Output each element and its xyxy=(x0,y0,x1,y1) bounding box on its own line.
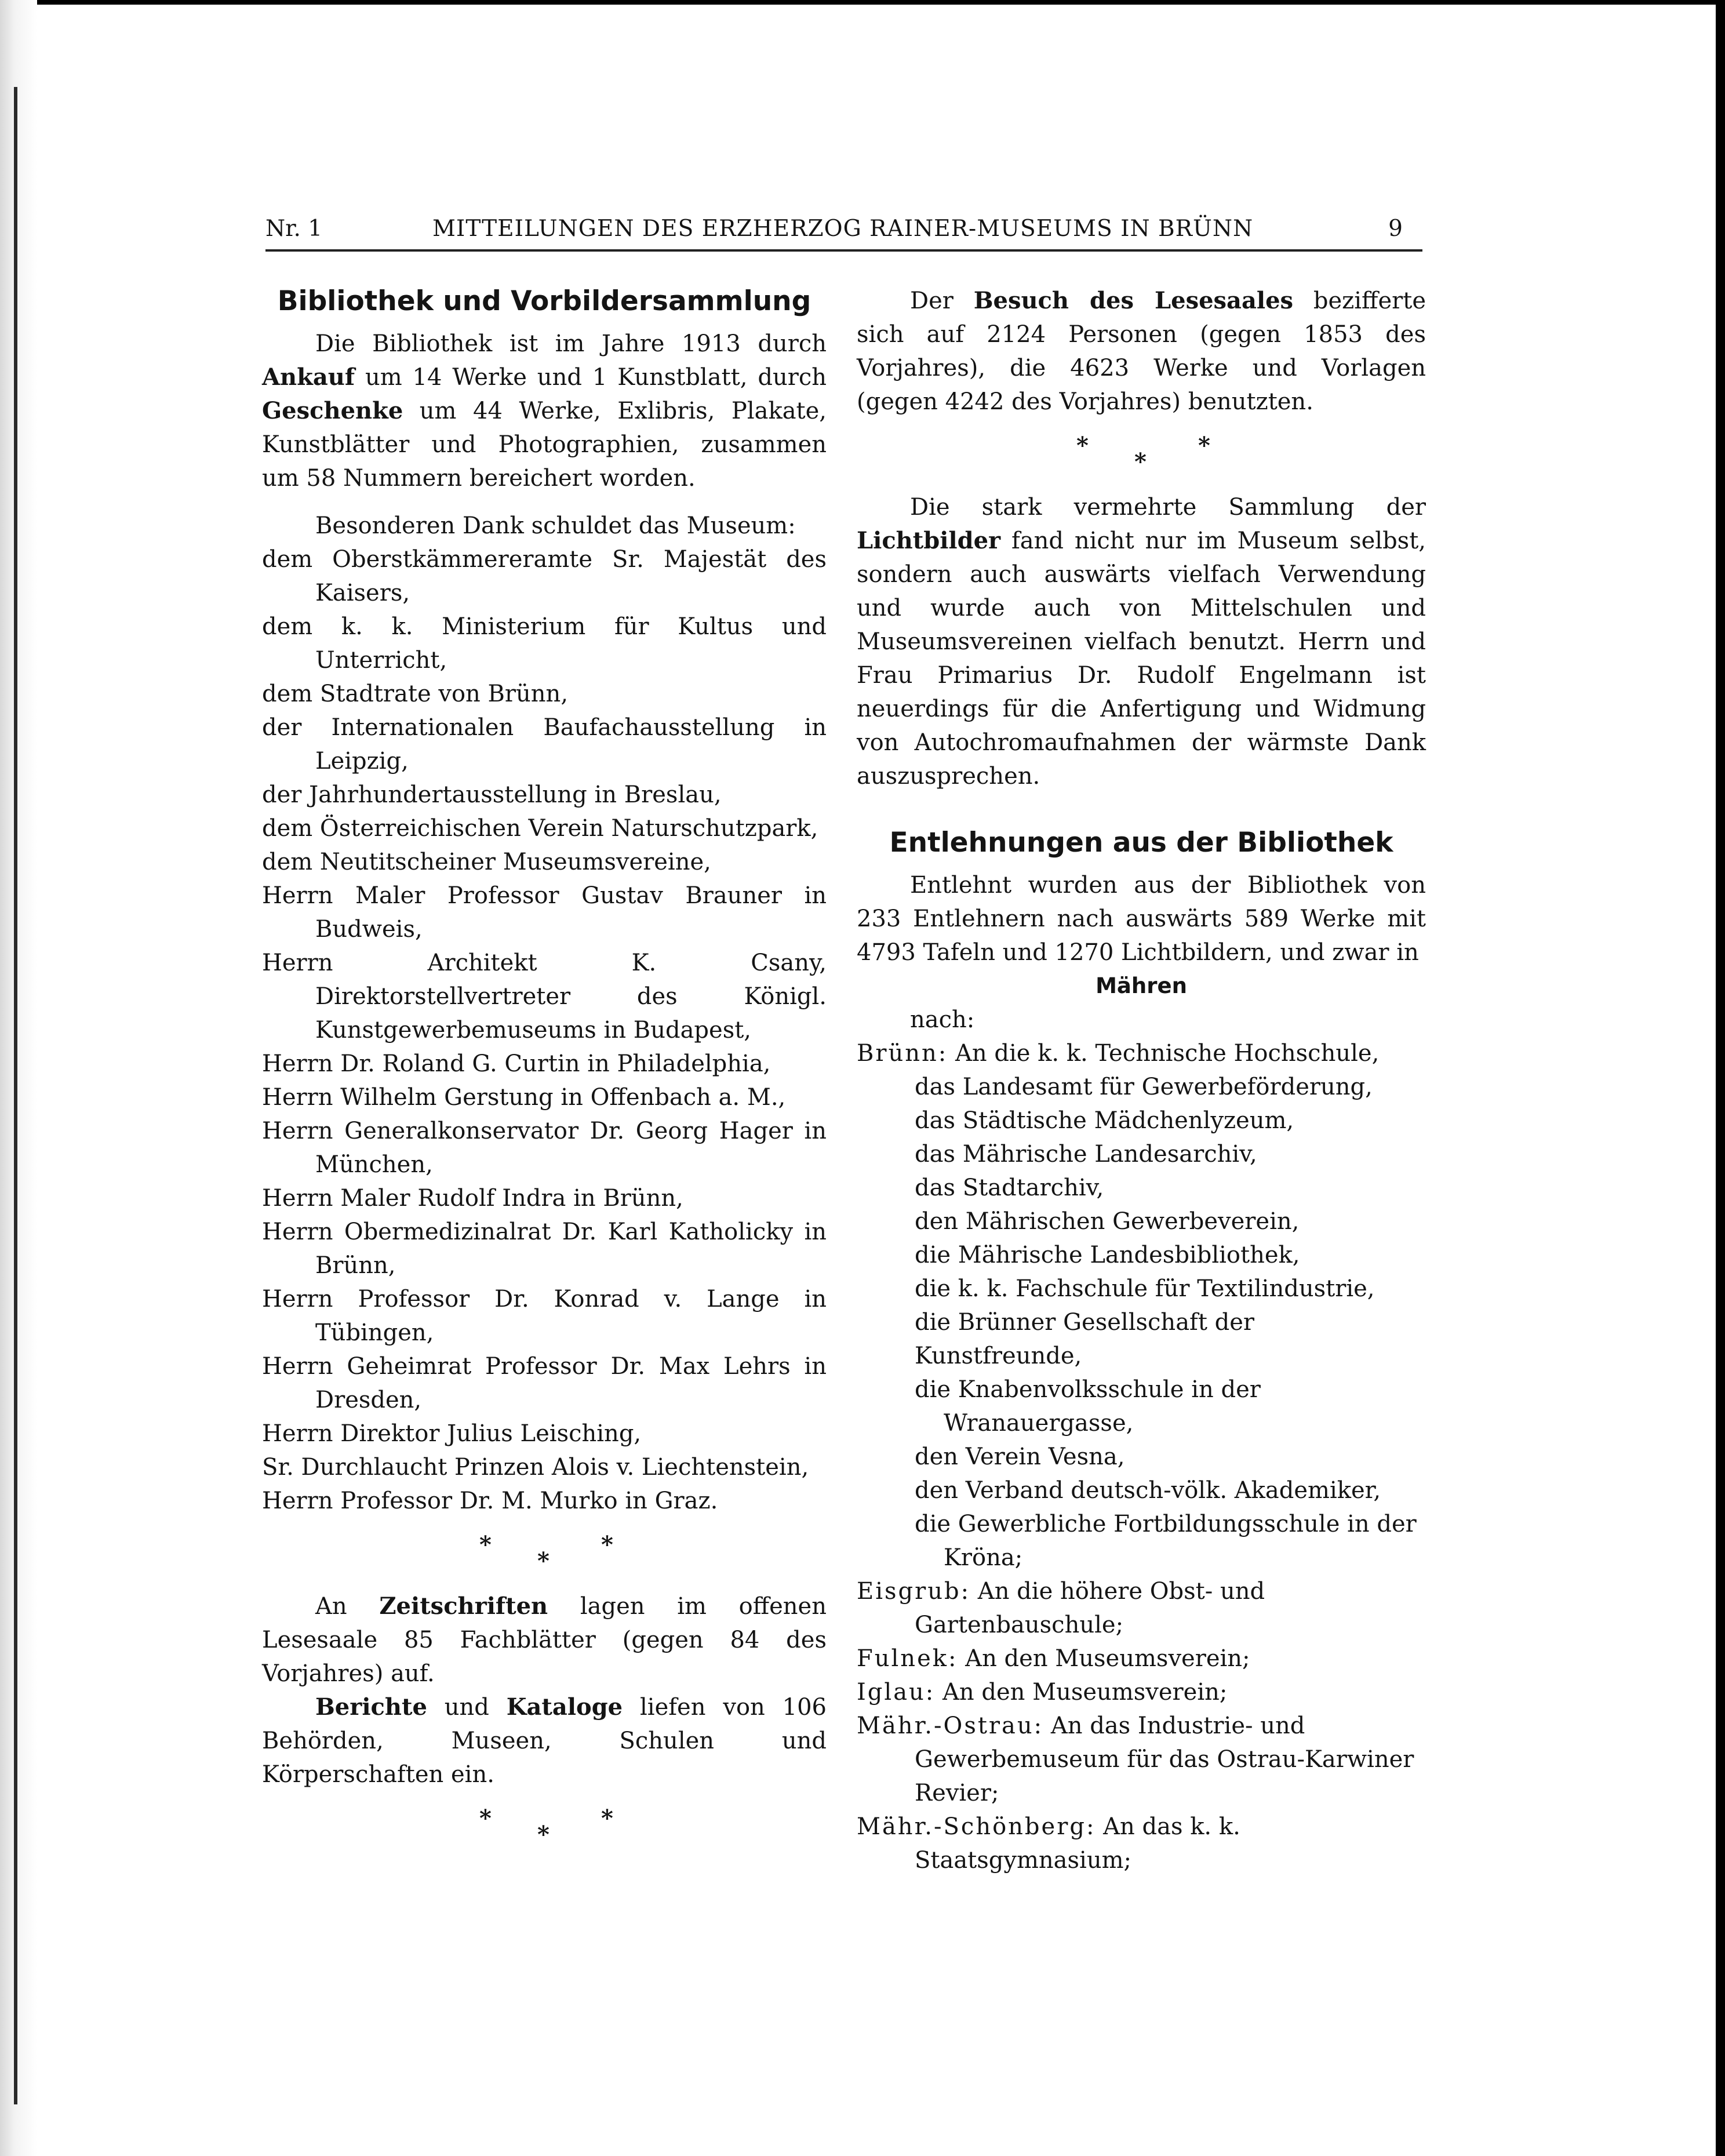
list-item: die Knabenvolksschule in der Wranauergasse, xyxy=(915,1376,1261,1437)
text: bezifferte sich auf 2124 Personen (gegen 1853 des Vorjahres), die 4623 Werke und Vorlagen (gegen 4242 des Vorjahres) benutzten. xyxy=(857,288,1426,415)
list-item xyxy=(857,1675,1426,1709)
besuch-paragraph xyxy=(857,284,1426,419)
list-item: Herrn Obermedizinalrat Dr. Karl Katholicky in Brünn, xyxy=(262,1219,827,1279)
bruenn-list xyxy=(857,1037,1426,1070)
list-item: die Mährische Landesbibliothek, xyxy=(915,1242,1300,1268)
text: An den Museumsverein; xyxy=(958,1645,1250,1672)
intro-text-3: um 44 Werke, Exlibris, Plakate, Kunstblätter und Photographien, zusammen um 58 Nummern bereichert worden. xyxy=(262,398,827,492)
list-item xyxy=(857,1642,1426,1675)
list-item: das Landesamt für Gewerbeförderung, xyxy=(915,1074,1373,1100)
binding-line xyxy=(14,87,17,2104)
star-glyph: * xyxy=(537,1547,549,1575)
list-item: Herrn Dr. Roland G. Curtin in Philadelphia, xyxy=(262,1050,771,1077)
list-item: dem Österreichischen Verein Naturschutzpark, xyxy=(262,815,818,842)
list-item xyxy=(857,1709,1426,1810)
zeitschriften-term: Zeitschriften xyxy=(379,1593,548,1620)
issue-number: Nr. 1 xyxy=(265,216,323,242)
list-item: den Verband deutsch-völk. Akademiker, xyxy=(915,1477,1381,1504)
star-glyph: * xyxy=(479,1531,492,1558)
place-label: Brünn: xyxy=(857,1040,948,1067)
places-list xyxy=(857,1575,1426,1877)
text: An das Industrie- und Gewerbemuseum für das Ostrau-Karwiner Revier; xyxy=(915,1713,1414,1806)
thanks-list xyxy=(262,543,827,1518)
lichtbilder-paragraph xyxy=(857,490,1426,793)
list-item: Herrn Direktor Julius Leisching, xyxy=(262,1420,642,1447)
page-gutter xyxy=(0,0,37,2156)
bruenn-institutions xyxy=(857,1070,1426,1575)
star-glyph: * xyxy=(1076,432,1089,459)
text: lagen im offenen Lesesaale 85 Fachblätter (gegen 84 des Vorjahres) auf. xyxy=(262,1593,827,1687)
list-item: die Brünner Gesellschaft der Kunstfreunde, xyxy=(915,1309,1255,1369)
place-label: Eisgrub: xyxy=(857,1578,971,1605)
journal-title: MITTEILUNGEN DES ERZHERZOG RAINER-MUSEUMS IN BRÜNN xyxy=(432,216,1254,242)
list-item: der Internationalen Baufachausstellung in Leipzig, xyxy=(262,714,827,775)
header-rule xyxy=(265,249,1422,252)
list-item: der Jahrhundertausstellung in Breslau, xyxy=(262,781,722,808)
thanks-intro: Besonderen Dank schuldet das Museum: xyxy=(315,512,796,539)
list-item: dem Neutitscheiner Museumsvereine, xyxy=(262,849,711,875)
list-item xyxy=(857,1810,1426,1877)
geschenke-term: Geschenke xyxy=(262,397,403,424)
intro-paragraph xyxy=(262,327,827,495)
text: An die höhere Obst- und Gartenbauschule; xyxy=(915,1578,1265,1638)
place-label: Iglau: xyxy=(857,1679,936,1706)
section-heading-bibliothek: Bibliothek und Vorbildersammlung xyxy=(277,285,811,317)
star-glyph: * xyxy=(1198,432,1210,459)
star-glyph: * xyxy=(479,1805,492,1832)
ankauf-term: Ankauf xyxy=(262,363,355,391)
kataloge-term: Kataloge xyxy=(506,1693,623,1721)
star-glyph: * xyxy=(601,1531,613,1558)
list-item: dem Oberstkämmereramte Sr. Majestät des Kaisers, xyxy=(262,546,827,606)
page-number: 9 xyxy=(1388,216,1403,242)
list-item: dem Stadtrate von Brünn, xyxy=(262,681,569,707)
berichte-paragraph xyxy=(262,1690,827,1791)
text: An das k. k. Staatsgymnasium; xyxy=(915,1813,1240,1874)
list-item: Herrn Wilhelm Gerstung in Offenbach a. M., xyxy=(262,1084,786,1111)
right-column xyxy=(857,278,1426,1877)
place-label: Fulnek: xyxy=(857,1645,958,1672)
star-glyph: * xyxy=(601,1805,613,1832)
text: An den Museumsverein; xyxy=(935,1679,1228,1706)
list-item: Herrn Maler Rudolf Indra in Brünn, xyxy=(262,1185,683,1212)
list-item: Sr. Durchlaucht Prinzen Alois v. Liechtenstein, xyxy=(262,1454,809,1481)
text: Der xyxy=(910,288,974,314)
running-header xyxy=(265,216,1422,249)
list-item: den Mährischen Gewerbeverein, xyxy=(915,1208,1300,1235)
zeitschriften-paragraph xyxy=(262,1590,827,1690)
place-label: Mähr.-Ostrau: xyxy=(857,1713,1044,1739)
nach-label: nach: xyxy=(910,1006,975,1033)
place-label: Mähr.-Schönberg: xyxy=(857,1813,1096,1840)
intro-text-1: Die Bibliothek ist im Jahre 1913 durch xyxy=(315,330,827,357)
besuch-term: Besuch des Lesesaales xyxy=(973,287,1294,314)
list-item xyxy=(857,1037,1426,1070)
text: An die k. k. Technische Hochschule, xyxy=(955,1040,1380,1067)
list-item: das Städtische Mädchenlyzeum, xyxy=(915,1107,1294,1134)
list-item: den Verein Vesna, xyxy=(915,1444,1125,1470)
text: liefen von 106 Behörden, Museen, Schulen und Körperschaften ein. xyxy=(262,1694,827,1788)
list-item: Herrn Professor Dr. M. Murko in Graz. xyxy=(262,1488,718,1514)
scan-border-right xyxy=(1716,0,1725,2156)
section-divider xyxy=(857,429,1426,480)
section-divider xyxy=(262,1802,827,1853)
text: und xyxy=(427,1694,507,1721)
lichtbilder-term: Lichtbilder xyxy=(857,527,1001,554)
intro-text-2: um 14 Werke und 1 Kunstblatt, durch xyxy=(355,364,827,391)
list-item: Herrn Professor Dr. Konrad v. Lange in Tübingen, xyxy=(262,1286,827,1346)
star-glyph: * xyxy=(1134,448,1147,475)
list-item xyxy=(857,1575,1426,1642)
list-item: Herrn Generalkonservator Dr. Georg Hager in München, xyxy=(262,1118,827,1178)
text: An xyxy=(315,1593,380,1620)
section-heading-entlehnungen: Entlehnungen aus der Bibliothek xyxy=(889,827,1393,859)
list-item: das Mährische Landesarchiv, xyxy=(915,1141,1257,1168)
list-item: Herrn Maler Professor Gustav Brauner in Budweis, xyxy=(262,882,827,943)
scan-border-top xyxy=(0,0,1725,5)
list-item: dem k. k. Ministerium für Kultus und Unterricht, xyxy=(262,613,827,674)
text: Die stark vermehrte Sammlung der xyxy=(910,494,1426,521)
entlehnt-paragraph: Entlehnt wurden aus der Bibliothek von 233 Entlehnern nach auswärts 589 Werke mit 4793 Tafeln und 1270 Lichtbildern, und zwar in xyxy=(857,872,1426,966)
list-item: die Gewerbliche Fortbildungsschule in der Kröna; xyxy=(915,1511,1417,1571)
berichte-term: Berichte xyxy=(315,1693,427,1721)
list-item: das Stadtarchiv, xyxy=(915,1175,1104,1201)
list-item: Herrn Geheimrat Professor Dr. Max Lehrs in Dresden, xyxy=(262,1353,827,1413)
left-column xyxy=(262,278,827,1863)
list-item: Herrn Architekt K. Csany, Direktorstellvertreter des Königl. Kunstgewerbemuseums in Budapest, xyxy=(262,950,827,1044)
region-heading: Mähren xyxy=(1096,973,1187,998)
section-divider xyxy=(262,1528,827,1579)
list-item: die k. k. Fachschule für Textilindustrie, xyxy=(915,1275,1375,1302)
star-glyph: * xyxy=(537,1821,549,1848)
text: fand nicht nur im Museum selbst, sondern auch auswärts vielfach Verwendung und wurde auch von Mittelschulen und Museumsvereinen vielfach benutzt. Herrn und Frau Primarius Dr. Rudolf Engelmann ist neuerdings für die Anfertigung und Widmung von Autochromaufnahmen der wärmste Dank auszusprechen. xyxy=(857,528,1426,790)
